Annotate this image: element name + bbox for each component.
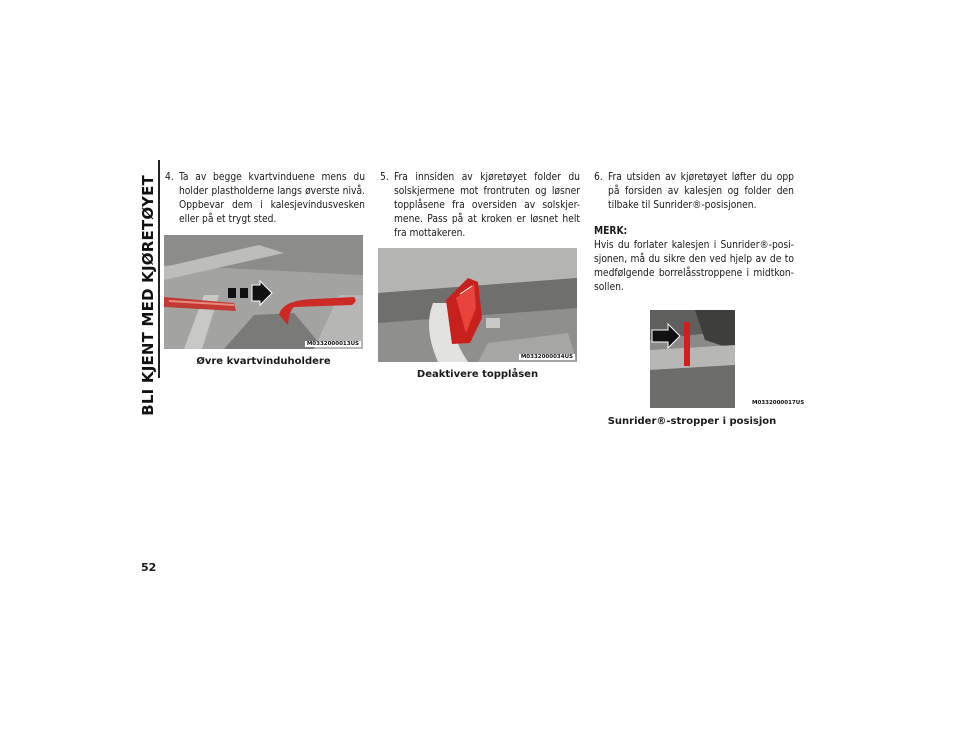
note-text: Hvis du forlater kalesjen i Sunrider®-posi-sjonen, må du sikre den ved hjelp av de to medfølgende borrelåsstroppene i midtkon-sollen. [594, 240, 794, 293]
step-4 [165, 171, 365, 227]
note-title: MERK: [594, 226, 628, 237]
figure-code: M0332000013US [306, 341, 359, 347]
figure-quarter-window-holders [164, 235, 363, 349]
strap-illustration [650, 310, 735, 408]
page-number: 52 [141, 561, 157, 574]
step-6 [594, 171, 794, 213]
figure-code: M0332000017US [752, 400, 805, 406]
figure-caption: Deaktivere topplåsen [416, 369, 539, 380]
figure-caption: Øvre kvartvinduholdere [196, 356, 331, 367]
step-number: 6. [594, 172, 603, 183]
step-text: Fra innsiden av kjøretøyet folder du solskjermene mot frontruten og løsner topplåsene fra oversiden av solskjer-mene. Pass på at kroken er løsnet helt fra mottakeren. [394, 172, 580, 239]
column-2 [380, 171, 580, 241]
step-number: 5. [380, 172, 389, 183]
figure-caption: Sunrider®-stropper i posisjon [607, 416, 777, 427]
step-text: Ta av begge kvartvinduene mens du holder plastholderne langs øverste nivå. Oppbevar dem i kalesjevindusvesken eller på et trygt sted. [179, 172, 365, 225]
figure-top-latch [378, 248, 577, 362]
sidebar-divider [158, 160, 160, 378]
figure-code: M0332000034US [520, 354, 573, 360]
latch-illustration [378, 248, 577, 362]
figure-sunrider-straps [650, 310, 735, 408]
column-1 [165, 171, 365, 227]
step-text: Fra utsiden av kjøretøyet løfter du opp på forsiden av kalesjen og folder den tilbake til Sunrider®-posisjonen. [608, 172, 794, 211]
column-3 [594, 171, 794, 295]
roll-bar-illustration [164, 235, 363, 349]
step-number: 4. [165, 172, 174, 183]
step-5 [380, 171, 580, 241]
section-title: BLI KJENT MED KJØRETØYET [139, 175, 157, 416]
